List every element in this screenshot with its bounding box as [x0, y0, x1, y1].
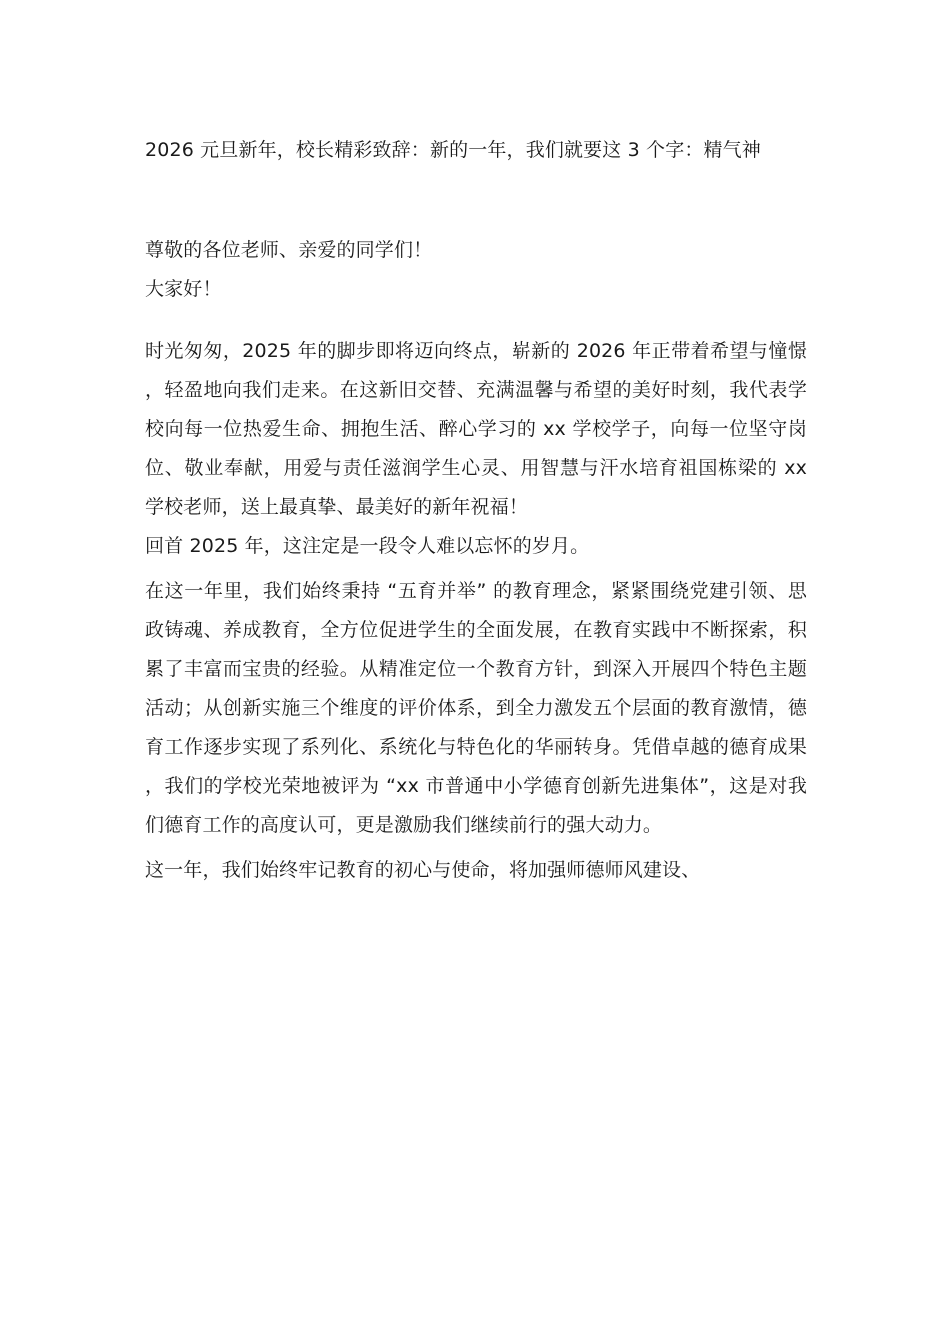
paragraph-review: 回首 2025 年，这注定是一段令人难以忘怀的岁月。 — [145, 535, 590, 557]
greeting: 大家好！ — [145, 278, 222, 300]
document-title: 2026 元旦新年，校长精彩致辞：新的一年，我们就要这 3 个字：精气神 — [145, 139, 761, 161]
spacer — [145, 170, 807, 231]
paragraph-moral-education: 在这一年里，我们始终秉持 “五育并举” 的教育理念，紧紧围绕党建引领、思政铸魂、养成教育，全方位促进学生的全面发展，在教育实践中不断探索，积累了丰富而宝贵的经验。从精准定位一个教育方针，到深入开展四个特色主题活动；从创新实施三个维度的评价体系，到全力激发五个层面的教育激情，德育工作逐步实现了系列化、系统化与特色化的华丽转身。凭借卓越的德育成果，我们的学校光荣地被评为 “xx 市普通中小学德育创新先进集体”，这是对我们德育工作的高度认可，更是激励我们继续前行的强大动力。 — [145, 580, 807, 836]
paragraph-opening: 时光匆匆，2025 年的脚步即将迈向终点，崭新的 2026 年正带着希望与憧憬，轻盈地向我们走来。在这新旧交替、充满温馨与希望的美好时刻，我代表学校向每一位热爱生命、拥抱生活、醉心学习的 xx 学校学子，向每一位坚守岗位、敬业奉献，用爱与责任滋润学生心灵、用智慧与汗水培育祖国栋梁的 xx 学校老师，送上最真挚、最美好的新年祝福！ — [145, 340, 807, 518]
spacer — [145, 309, 807, 332]
salutation: 尊敬的各位老师、亲爱的同学们！ — [145, 239, 433, 261]
paragraph-mission: 这一年，我们始终牢记教育的初心与使命，将加强师德师风建设、 — [145, 859, 701, 881]
document-body — [145, 131, 807, 890]
